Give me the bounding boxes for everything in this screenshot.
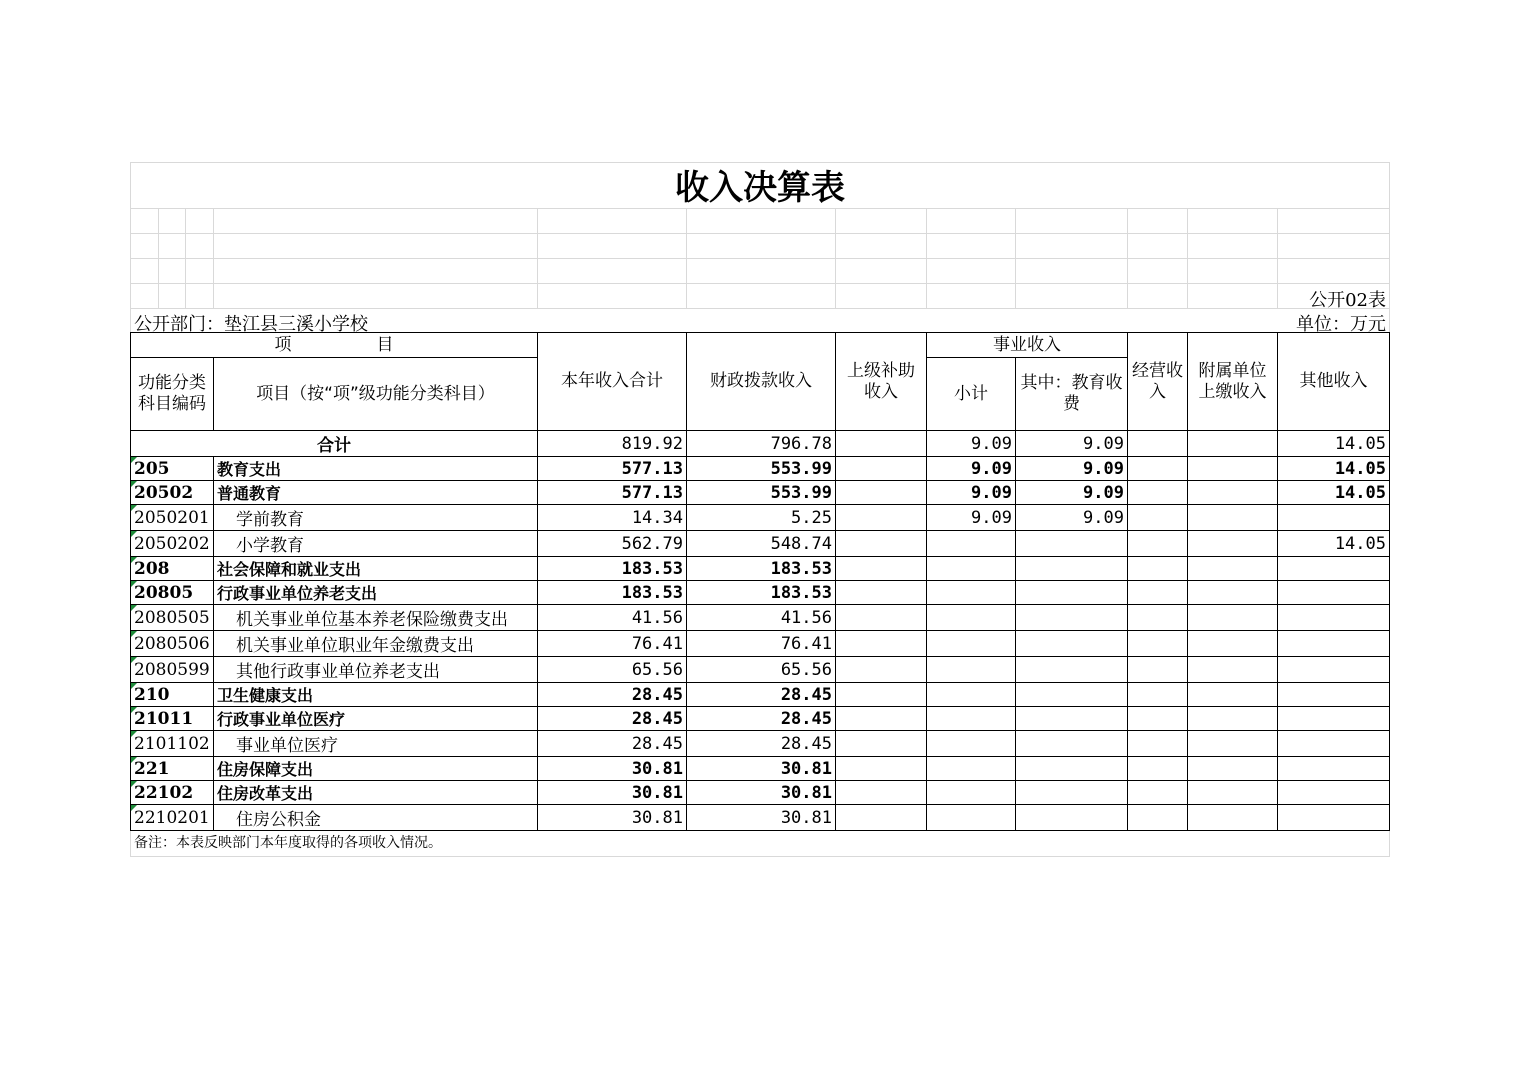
- superior-cell: [836, 731, 927, 757]
- total-cell: 41.56: [538, 605, 687, 631]
- superior-cell: [836, 631, 927, 657]
- other-cell: [1278, 657, 1390, 683]
- grid-line: [1015, 208, 1016, 308]
- table-row: [131, 805, 1390, 831]
- affiliated-cell: [1188, 707, 1278, 731]
- grid-line: [130, 233, 1390, 234]
- code-cell: 2050201: [131, 505, 214, 531]
- edu-fee-cell: [1016, 581, 1128, 605]
- superior-cell: [836, 457, 927, 481]
- total-cell: 577.13: [538, 481, 687, 505]
- department-label: 公开部门：垫江县三溪小学校: [134, 314, 368, 335]
- subtotal-cell: [927, 581, 1016, 605]
- affiliated-cell: [1188, 683, 1278, 707]
- header-item: 项目（按“项”级功能分类科目）: [214, 358, 538, 431]
- other-cell: [1278, 605, 1390, 631]
- superior-cell: [836, 505, 927, 531]
- operating-cell: [1128, 683, 1188, 707]
- total-cell: 562.79: [538, 531, 687, 557]
- operating-cell: [1128, 457, 1188, 481]
- fiscal-cell: 41.56: [687, 605, 836, 631]
- edu-fee-cell: [1016, 657, 1128, 683]
- subtotal-cell: 9.09: [927, 431, 1016, 457]
- affiliated-cell: [1188, 457, 1278, 481]
- edu-fee-cell: 9.09: [1016, 481, 1128, 505]
- affiliated-cell: [1188, 805, 1278, 831]
- subtotal-cell: 9.09: [927, 505, 1016, 531]
- superior-cell: [836, 557, 927, 581]
- other-cell: 14.05: [1278, 431, 1390, 457]
- item-name-cell: 机关事业单位基本养老保险缴费支出: [214, 605, 538, 631]
- fiscal-cell: 30.81: [687, 757, 836, 781]
- table-row: [131, 457, 1390, 481]
- table-row: [131, 557, 1390, 581]
- total-cell: 183.53: [538, 581, 687, 605]
- header-total: 本年收入合计: [538, 333, 687, 431]
- grid-line: [130, 208, 1390, 209]
- item-name-cell: 住房改革支出: [214, 781, 538, 805]
- other-cell: [1278, 557, 1390, 581]
- grid-line: [686, 208, 687, 308]
- grid-line: [130, 308, 1390, 309]
- item-name-cell: 机关事业单位职业年金缴费支出: [214, 631, 538, 657]
- code-cell: 20805: [131, 581, 214, 605]
- other-cell: 14.05: [1278, 531, 1390, 557]
- table-row: [131, 481, 1390, 505]
- affiliated-cell: [1188, 557, 1278, 581]
- other-cell: [1278, 757, 1390, 781]
- superior-cell: [836, 581, 927, 605]
- code-cell: 21011: [131, 707, 214, 731]
- fiscal-cell: 553.99: [687, 481, 836, 505]
- superior-cell: [836, 805, 927, 831]
- edu-fee-cell: [1016, 707, 1128, 731]
- edu-fee-cell: [1016, 731, 1128, 757]
- total-cell: 28.45: [538, 683, 687, 707]
- item-name-cell: 住房保障支出: [214, 757, 538, 781]
- fiscal-cell: 553.99: [687, 457, 836, 481]
- item-name-cell: 其他行政事业单位养老支出: [214, 657, 538, 683]
- superior-cell: [836, 683, 927, 707]
- operating-cell: [1128, 805, 1188, 831]
- table-row: [131, 631, 1390, 657]
- affiliated-cell: [1188, 531, 1278, 557]
- edu-fee-cell: [1016, 805, 1128, 831]
- operating-cell: [1128, 631, 1188, 657]
- operating-cell: [1128, 605, 1188, 631]
- edu-fee-cell: [1016, 557, 1128, 581]
- fiscal-cell: 30.81: [687, 781, 836, 805]
- operating-cell: [1128, 505, 1188, 531]
- subtotal-cell: [927, 707, 1016, 731]
- total-row: [131, 431, 1390, 457]
- table-row: [131, 757, 1390, 781]
- item-name-cell: 教育支出: [214, 457, 538, 481]
- grid-line: [130, 856, 1390, 857]
- edu-fee-cell: [1016, 531, 1128, 557]
- fiscal-cell: 183.53: [687, 557, 836, 581]
- item-name-cell: 普通教育: [214, 481, 538, 505]
- subtotal-cell: [927, 805, 1016, 831]
- subtotal-cell: 9.09: [927, 457, 1016, 481]
- other-cell: [1278, 731, 1390, 757]
- fiscal-cell: 5.25: [687, 505, 836, 531]
- grid-line: [926, 208, 927, 308]
- table-row: [131, 581, 1390, 605]
- item-name-cell: 卫生健康支出: [214, 683, 538, 707]
- header-affiliated: 附属单位上缴收入: [1188, 333, 1278, 431]
- grid-line: [158, 208, 159, 308]
- operating-cell: [1128, 657, 1188, 683]
- edu-fee-cell: 9.09: [1016, 431, 1128, 457]
- affiliated-cell: [1188, 757, 1278, 781]
- superior-cell: [836, 657, 927, 683]
- superior-cell: [836, 605, 927, 631]
- table-row: [131, 731, 1390, 757]
- table-row: [131, 657, 1390, 683]
- code-cell: 205: [131, 457, 214, 481]
- affiliated-cell: [1188, 631, 1278, 657]
- edu-fee-cell: 9.09: [1016, 505, 1128, 531]
- code-cell: 221: [131, 757, 214, 781]
- footnote: 备注：本表反映部门本年度取得的各项收入情况。: [134, 835, 442, 851]
- fiscal-cell: 796.78: [687, 431, 836, 457]
- code-cell: 2080505: [131, 605, 214, 631]
- affiliated-cell: [1188, 731, 1278, 757]
- header-operating: 经营收入: [1128, 333, 1188, 431]
- superior-cell: [836, 707, 927, 731]
- header-subtotal: 小计: [927, 358, 1016, 431]
- fiscal-cell: 65.56: [687, 657, 836, 683]
- grid-line: [1277, 208, 1278, 308]
- total-cell: 577.13: [538, 457, 687, 481]
- grid-line: [130, 283, 1390, 284]
- affiliated-cell: [1188, 657, 1278, 683]
- subtotal-cell: [927, 781, 1016, 805]
- other-cell: 14.05: [1278, 457, 1390, 481]
- item-name-cell: 学前教育: [214, 505, 538, 531]
- superior-cell: [836, 481, 927, 505]
- edu-fee-cell: [1016, 683, 1128, 707]
- total-cell: 30.81: [538, 757, 687, 781]
- total-cell: 183.53: [538, 557, 687, 581]
- form-number: 公开02表: [1309, 290, 1386, 311]
- subtotal-cell: 9.09: [927, 481, 1016, 505]
- fiscal-cell: 76.41: [687, 631, 836, 657]
- subtotal-cell: [927, 731, 1016, 757]
- table-row: [131, 683, 1390, 707]
- code-cell: 2210201: [131, 805, 214, 831]
- subtotal-cell: [927, 683, 1016, 707]
- operating-cell: [1128, 481, 1188, 505]
- total-cell: 28.45: [538, 731, 687, 757]
- code-cell: 2080599: [131, 657, 214, 683]
- operating-cell: [1128, 531, 1188, 557]
- total-cell: 30.81: [538, 781, 687, 805]
- other-cell: [1278, 683, 1390, 707]
- other-cell: [1278, 781, 1390, 805]
- affiliated-cell: [1188, 581, 1278, 605]
- total-cell: 30.81: [538, 805, 687, 831]
- subtotal-cell: [927, 631, 1016, 657]
- item-name-cell: 住房公积金: [214, 805, 538, 831]
- item-name-cell: 行政事业单位医疗: [214, 707, 538, 731]
- subtotal-cell: [927, 557, 1016, 581]
- operating-cell: [1128, 707, 1188, 731]
- edu-fee-cell: [1016, 757, 1128, 781]
- header-superior: 上级补助收入: [836, 333, 927, 431]
- operating-cell: [1128, 581, 1188, 605]
- fiscal-cell: 28.45: [687, 683, 836, 707]
- edu-fee-cell: [1016, 781, 1128, 805]
- code-cell: 2080506: [131, 631, 214, 657]
- other-cell: [1278, 805, 1390, 831]
- item-name-cell: 事业单位医疗: [214, 731, 538, 757]
- page-title: 收入决算表: [675, 168, 845, 208]
- header-business-group: 事业收入: [927, 333, 1128, 358]
- edu-fee-cell: [1016, 605, 1128, 631]
- grid-line: [1127, 208, 1128, 308]
- header-code: 功能分类科目编码: [131, 358, 214, 431]
- other-cell: [1278, 505, 1390, 531]
- item-name-cell: 社会保障和就业支出: [214, 557, 538, 581]
- fiscal-cell: 183.53: [687, 581, 836, 605]
- affiliated-cell: [1188, 431, 1278, 457]
- header-edu-fee: 其中：教育收费: [1016, 358, 1128, 431]
- fiscal-cell: 28.45: [687, 731, 836, 757]
- code-cell: 2101102: [131, 731, 214, 757]
- edu-fee-cell: 9.09: [1016, 457, 1128, 481]
- grid-line: [1187, 208, 1188, 308]
- other-cell: [1278, 631, 1390, 657]
- grid-line: [537, 208, 538, 308]
- header-other: 其他收入: [1278, 333, 1390, 431]
- code-cell: 2050202: [131, 531, 214, 557]
- fiscal-cell: 548.74: [687, 531, 836, 557]
- table-row: [131, 505, 1390, 531]
- header-fiscal: 财政拨款收入: [687, 333, 836, 431]
- subtotal-cell: [927, 531, 1016, 557]
- table-row: [131, 531, 1390, 557]
- code-cell: 210: [131, 683, 214, 707]
- item-name-cell: 小学教育: [214, 531, 538, 557]
- operating-cell: [1128, 781, 1188, 805]
- affiliated-cell: [1188, 605, 1278, 631]
- total-cell: 65.56: [538, 657, 687, 683]
- subtotal-cell: [927, 605, 1016, 631]
- total-label: 合计: [131, 431, 538, 457]
- subtotal-cell: [927, 757, 1016, 781]
- other-cell: [1278, 707, 1390, 731]
- total-cell: 76.41: [538, 631, 687, 657]
- superior-cell: [836, 531, 927, 557]
- operating-cell: [1128, 431, 1188, 457]
- code-cell: 208: [131, 557, 214, 581]
- affiliated-cell: [1188, 505, 1278, 531]
- table-row: [131, 781, 1390, 805]
- affiliated-cell: [1188, 781, 1278, 805]
- item-name-cell: 行政事业单位养老支出: [214, 581, 538, 605]
- code-cell: 20502: [131, 481, 214, 505]
- operating-cell: [1128, 557, 1188, 581]
- fiscal-cell: 30.81: [687, 805, 836, 831]
- grid-line: [130, 258, 1390, 259]
- other-cell: [1278, 581, 1390, 605]
- table-row: [131, 707, 1390, 731]
- affiliated-cell: [1188, 481, 1278, 505]
- table-row: [131, 605, 1390, 631]
- unit-label: 单位：万元: [1296, 314, 1386, 335]
- total-cell: 14.34: [538, 505, 687, 531]
- superior-cell: [836, 431, 927, 457]
- grid-line: [835, 208, 836, 308]
- total-cell: 28.45: [538, 707, 687, 731]
- grid-line: [213, 208, 214, 308]
- header-item-group: 项 目: [131, 333, 538, 358]
- income-table: [130, 332, 1390, 831]
- code-cell: 22102: [131, 781, 214, 805]
- operating-cell: [1128, 757, 1188, 781]
- fiscal-cell: 28.45: [687, 707, 836, 731]
- subtotal-cell: [927, 657, 1016, 683]
- superior-cell: [836, 757, 927, 781]
- operating-cell: [1128, 731, 1188, 757]
- grid-line: [185, 208, 186, 308]
- total-cell: 819.92: [538, 431, 687, 457]
- superior-cell: [836, 781, 927, 805]
- edu-fee-cell: [1016, 631, 1128, 657]
- other-cell: 14.05: [1278, 481, 1390, 505]
